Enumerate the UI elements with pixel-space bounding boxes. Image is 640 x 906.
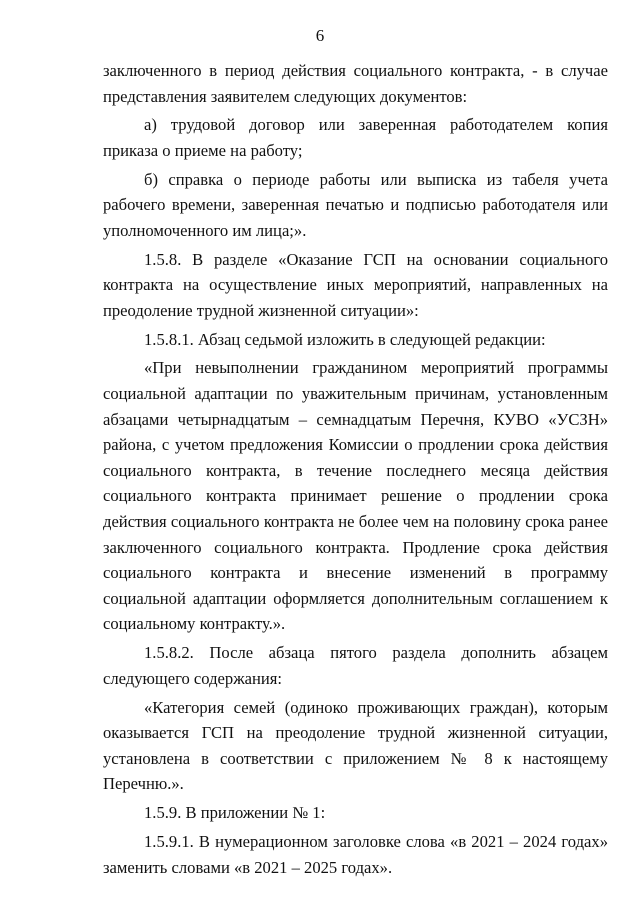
paragraph-item-b: б) справка о периоде работы или выписка из табеля учета рабочего времени, заверенная печатью и подписью работодателя или уполномоченного им лица;». — [103, 169, 608, 240]
paragraph-1-5-9-1: 1.5.9.1. В нумерационном заголовке слова «в 2021 – 2024 годах» заменить словами «в 2021 – 2025 годах». — [103, 831, 608, 877]
paragraph-quote-category: «Категория семей (одиноко проживающих граждан), которым оказывается ГСП на преодоление трудной жизненной ситуации, установлена в соответствии с приложением № 8 к настоящему Перечню.». — [103, 697, 608, 794]
paragraph-1-5-8-1: 1.5.8.1. Абзац седьмой изложить в следующей редакции: — [144, 329, 546, 349]
paragraph-quote-extension: «При невыполнении гражданином мероприятий программы социальной адаптации по уважительным причинам, установленным абзацами четырнадцатым – семнадцатым Перечня, КУВО «УСЗН» района, с учетом предложения Комиссии о продлении срока действия социального контракта, в течение последнего месяца действия социального контракта принимает решение о продлении срока действия социального контракта не более чем на половину срока ранее заключенного социального контракта. Продление срока действия социального контракта и внесение изменений в программу социальной адаптации оформляется дополнительным соглашением к социальному контракту.». — [103, 358, 608, 634]
paragraph-item-a: а) трудовой договор или заверенная работодателем копия приказа о приеме на работу; — [103, 115, 608, 160]
page-number: 6 — [315, 26, 325, 45]
paragraph-1-5-8-2: 1.5.8.2. После абзаца пятого раздела дополнить абзацем следующего содержания: — [103, 643, 608, 688]
paragraph-continuation: заключенного в период действия социального контракта, - в случае представления заявителем следующих документов: — [103, 61, 608, 106]
paragraph-1-5-8: 1.5.8. В разделе «Оказание ГСП на основании социального контракта на осуществление иных мероприятий, направленных на преодоление трудной жизненной ситуации»: — [103, 249, 608, 320]
paragraph-1-5-9: 1.5.9. В приложении № 1: — [144, 803, 326, 823]
document-body — [103, 58, 608, 883]
